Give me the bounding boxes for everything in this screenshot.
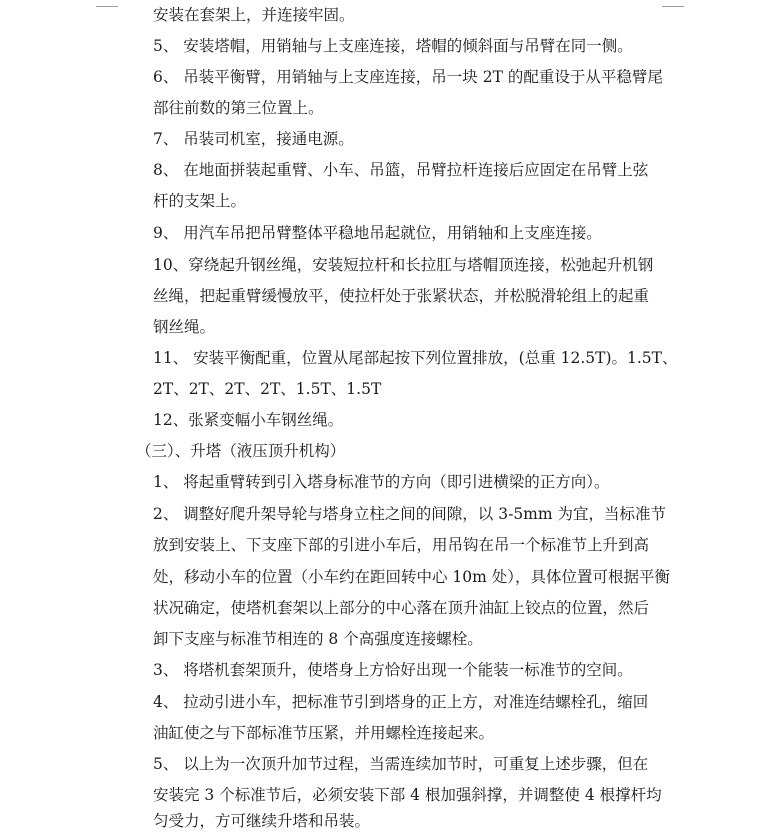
- text-line: 安装在套架上，并连接牢固。: [153, 6, 355, 24]
- page-corner-mark-left: [96, 0, 118, 7]
- text-line: 1、 将起重臂转到引入塔身标准节的方向（即引进横梁的正方向）。: [153, 473, 610, 491]
- text-line: 12、张紧变幅小车钢丝绳。: [153, 411, 344, 429]
- text-line: 状况确定，使塔机套架以上部分的中心落在顶升油缸上铰点的位置，然后: [153, 599, 650, 617]
- text-line: 卸下支座与标准节相连的 8 个高强度连接螺栓。: [153, 630, 483, 648]
- text-line: 5、 以上为一次顶升加节过程，当需连续加节时，可重复上述步骤，但在: [153, 755, 649, 773]
- text-line: 油缸使之与下部标准节压紧，并用螺栓连接起来。: [153, 724, 495, 742]
- text-line: 10、穿绕起升钢丝绳，安装短拉杆和长拉肛与塔帽顶连接，松弛起升机钢: [153, 256, 654, 274]
- text-line: 8、 在地面拼装起重臂、小车、吊篮，吊臂拉杆连接后应固定在吊臂上弦: [153, 161, 649, 179]
- text-line: 安装完 3 个标准节后，必须安装下部 4 根加强斜撑，并调整使 4 根撑杆均: [153, 786, 662, 804]
- text-line: 部往前数的第三位置上。: [153, 99, 324, 117]
- text-line: 5、 安装塔帽，用销轴与上支座连接，塔帽的倾斜面与吊臂在同一侧。: [153, 37, 633, 55]
- section-heading: （三）、升塔（液压顶升机构）: [136, 442, 346, 460]
- text-line: 放到安装上、下支座下部的引进小车后，用吊钩在吊一个标准节上升到高: [153, 536, 650, 554]
- page-corner-mark-right: [662, 0, 684, 7]
- text-line: 6、 吊装平衡臂，用销轴与上支座连接，吊一块 2T 的配重设于从平稳臂尾: [153, 68, 663, 86]
- text-line: 2、 调整好爬升架导轮与塔身立柱之间的间隙，以 3-5mm 为宜，当标准节: [153, 505, 667, 523]
- text-line: 2T、2T、2T、2T、1.5T、1.5T: [153, 380, 382, 398]
- text-line: 7、 吊装司机室，接通电源。: [153, 130, 354, 148]
- text-line: 钢丝绳。: [153, 318, 216, 336]
- text-line: 处，移动小车的位置（小车约在距回转中心 10m 处），具体位置可根据平衡: [153, 568, 671, 586]
- text-line: 3、 将塔机套架顶升，使塔身上方恰好出现一个能装一标准节的空间。: [153, 661, 633, 679]
- text-line: 11、 安装平衡配重，位置从尾部起按下列位置排放，(总重 12.5T)。1.5T、: [153, 349, 678, 367]
- text-line: 4、 拉动引进小车，把标准节引到塔身的正上方，对准连结螺栓孔，缩回: [153, 693, 649, 711]
- text-line: 匀受力，方可继续升塔和吊装。: [153, 812, 371, 830]
- text-line: 杆的支架上。: [153, 192, 247, 210]
- text-line: 9、 用汽车吊把吊臂整体平稳地吊起就位，用销轴和上支座连接。: [153, 224, 602, 242]
- text-line: 丝绳，把起重臂缓慢放平，使拉杆处于张紧状态，并松脱滑轮组上的起重: [153, 287, 650, 305]
